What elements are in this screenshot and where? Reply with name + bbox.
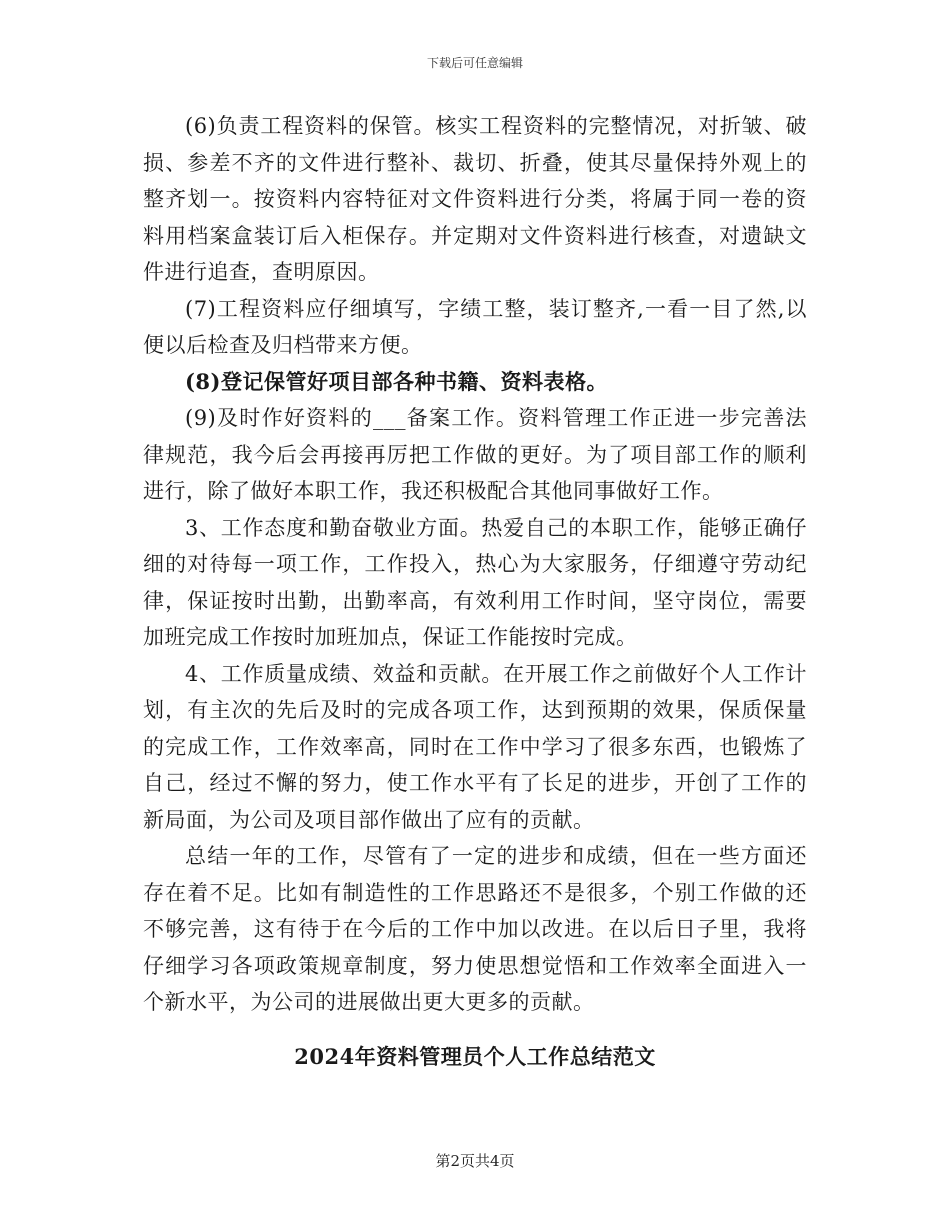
paragraph-work-attitude: 3、工作态度和勤奋敬业方面。热爱自己的本职工作，能够正确仔细的对待每一项工作，工作投入，热心为大家服务，仔细遵守劳动纪律，保证按时出勤，出勤率高，有效利用工作时间，坚守岗位，需要加班完成工作按时加班加点，保证工作能按时完成。 [143, 515, 807, 649]
document-body [143, 108, 807, 1075]
document-title: 2024年资料管理员个人工作总结范文 [294, 1043, 656, 1069]
paragraph-work-quality: 4、工作质量成绩、效益和贡献。在开展工作之前做好个人工作计划，有主次的先后及时的完成各项工作，达到预期的效果，保质保量的完成工作，工作效率高，同时在工作中学习了很多东西，也锻炼了自己，经过不懈的努力，使工作水平有了长足的进步，开创了工作的新局面，为公司及项目部作做出了应有的贡献。 [143, 661, 807, 832]
paragraph-item-8: (8)登记保管好项目部各种书籍、资料表格。 [185, 368, 608, 394]
page-indicator: 第2页共4页 [435, 1152, 515, 1170]
paragraph-summary: 总结一年的工作，尽管有了一定的进步和成绩，但在一些方面还存在着不足。比如有制造性的工作思路还不是很多，个别工作做的还不够完善，这有待于在今后的工作中加以改进。在以后日子里，我将仔细学习各项政策规章制度，努力使思想觉悟和工作效率全面进入一个新水平，为公司的进展做出更大更多的贡献。 [143, 844, 807, 1014]
header-note: 下载后可任意编辑 [426, 56, 523, 70]
paragraph-item-9: (9)及时作好资料的___备案工作。资料管理工作正进一步完善法律规范，我今后会再接再厉把工作做的更好。为了项目部工作的顺利进行，除了做好本职工作，我还积极配合其他同事做好工作。 [143, 406, 807, 503]
paragraph-item-6: (6)负责工程资料的保管。核实工程资料的完整情况，对折皱、破损、参差不齐的文件进行整补、裁切、折叠，使其尽量保持外观上的整齐划一。按资料内容特征对文件资料进行分类，将属于同一卷的资料用档案盒装订后入柜保存。并定期对文件资料进行核查，对遗缺文件进行追查，查明原因。 [143, 114, 807, 284]
paragraph-item-7: (7)工程资料应仔细填写，字绩工整，装订整齐,一看一目了然,以便以后检查及归档带来方便。 [143, 296, 807, 357]
